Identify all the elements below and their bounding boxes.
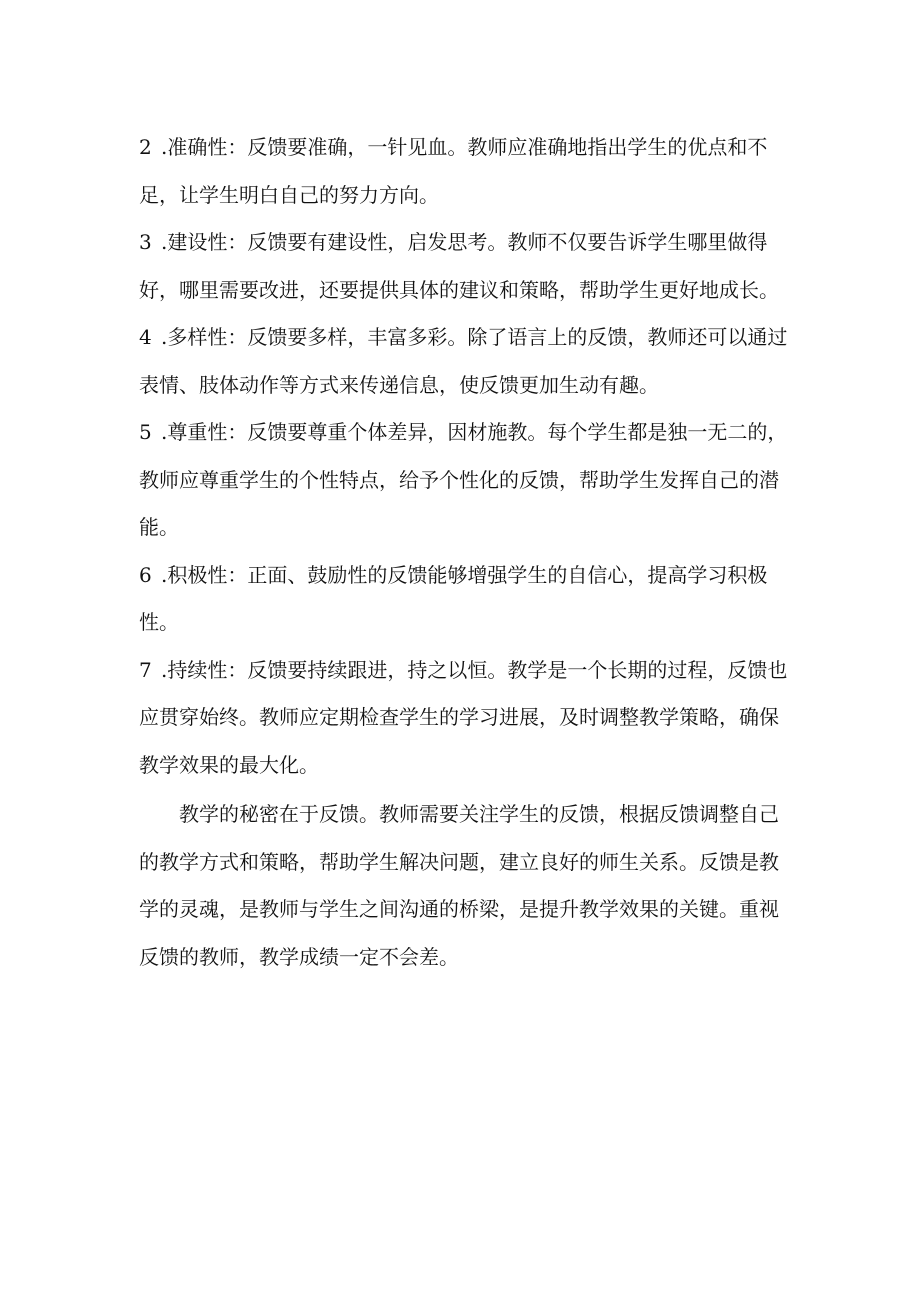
item-text: .建设性：反馈要有建设性，启发思考。教师不仅要告诉学生哪里做得好，哪里需要改进，还要提供具体的建议和策略，帮助学生更好地成长。 bbox=[139, 230, 779, 302]
item-number: 4 bbox=[139, 325, 152, 349]
list-item-positivity bbox=[139, 552, 789, 647]
item-text: .多样性：反馈要多样，丰富多彩。除了语言上的反馈，教师还可以通过表情、肢体动作等方式来传递信息，使反馈更加生动有趣。 bbox=[139, 325, 788, 397]
item-number: 7 bbox=[139, 657, 152, 682]
item-number: 2 bbox=[139, 135, 152, 159]
item-text: .积极性：正面、鼓励性的反馈能够增强学生的自信心，提高学习积极性。 bbox=[139, 562, 768, 634]
list-item-accuracy bbox=[139, 124, 789, 219]
item-number: 5 bbox=[139, 420, 152, 444]
item-text: .持续性：反馈要持续跟进，持之以恒。教学是一个长期的过程，反馈也应贯穿始终。教师应定期检查学生的学习进展，及时调整教学策略，确保教学效果的最大化。 bbox=[139, 657, 788, 777]
list-item-constructiveness bbox=[139, 219, 789, 314]
item-text: .尊重性：反馈要尊重个体差异，因材施教。每个学生都是独一无二的，教师应尊重学生的个性特点，给予个性化的反馈，帮助学生发挥自己的潜能。 bbox=[139, 420, 788, 539]
item-text: .准确性：反馈要准确，一针见血。教师应准确地指出学生的优点和不足，让学生明白自己的努力方向。 bbox=[139, 135, 768, 207]
list-item-continuity bbox=[139, 647, 789, 790]
conclusion-paragraph: 教学的秘密在于反馈。教师需要关注学生的反馈，根据反馈调整自己的教学方式和策略，帮助学生解决问题，建立良好的师生关系。反馈是教学的灵魂，是教师与学生之间沟通的桥梁，是提升教学效果的关键。重视反馈的教师，教学成绩一定不会差。 bbox=[139, 802, 779, 969]
item-number: 6 bbox=[139, 562, 152, 587]
list-item-respect bbox=[139, 409, 789, 552]
list-item-diversity bbox=[139, 314, 789, 409]
document-body bbox=[139, 124, 789, 981]
item-number: 3 bbox=[139, 230, 152, 254]
